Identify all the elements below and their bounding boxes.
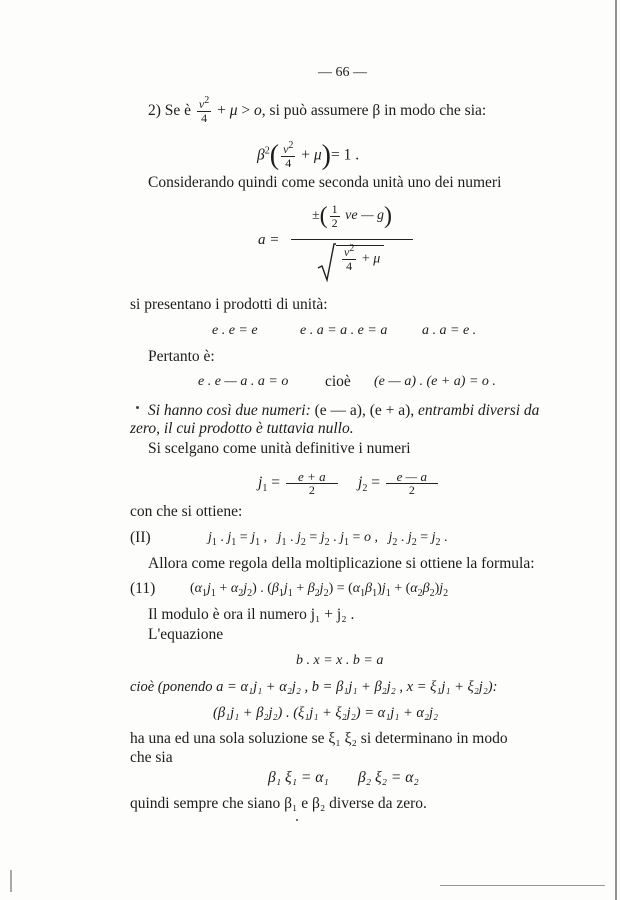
solution-1: β₁ ξ₁ = α₁ — [268, 769, 329, 786]
equation-label-II: (II) — [130, 529, 151, 546]
modulo-line: Il modulo è ora il numero j₁ + j₂ . — [148, 606, 355, 623]
item2-prefix: 2) Se è — [148, 102, 192, 120]
si-hanno-numbers: (e — a), (e + a), — [314, 402, 415, 419]
quindi-line: quindi sempre che siano β₁ e β₂ diverse da zero. — [130, 795, 427, 812]
j1-numerator: e + a — [298, 468, 326, 484]
a-numerator-text: ve — g — [345, 208, 385, 224]
j1-definition: $j_1$ = $\frac{e + a}{2}$ — [258, 466, 340, 500]
fraction-bar — [291, 239, 413, 240]
beta-equation: $\beta^2$( $\frac{\nu^2}{4}$ + μ)= 1 . — [257, 139, 360, 171]
ink-dot — [136, 406, 139, 409]
si-scelgano-line: Si scelgano come unità definitive i numeri — [148, 440, 411, 457]
si-hanno-line — [148, 402, 539, 420]
product-a-a: a . a = e . — [422, 323, 477, 338]
solution-2: β₂ ξ₂ = α₂ — [358, 769, 419, 786]
equation-II: $j_1$ . $j_1 = j_1$ , $j_1$ . $j_2 = j_2$ . $j_1 = o$ , $j_2$ . $j_2 = j_2$ . — [208, 530, 448, 548]
page-bottom-edge — [440, 885, 605, 886]
j2-definition: $j_2$ = $\frac{e — a}{2}$ — [358, 466, 440, 500]
a-label: a = — [258, 232, 280, 248]
considerando-line: Considerando quindi come seconda unità uno dei numeri — [148, 174, 502, 191]
equazione-line: L'equazione — [148, 626, 224, 643]
si-hanno-text: Si hanno così due numeri: — [148, 402, 311, 419]
equation-11: $(\alpha_1j_1 + \alpha_2j_2)$ . $(\beta_1j_1 + \beta_2j_2) = (\alpha_1\beta_1)j_1 + (\alpha_2\beta_2)j_2$ — [190, 581, 449, 599]
a-numerator: ±( $\frac{1}{2}$ ve — g) — [311, 201, 393, 230]
equation-bx: b . x = x . b = a — [296, 653, 384, 668]
page-edge-shadow — [615, 0, 617, 900]
nu-over-4-fraction: $\frac{\nu^2}{4}$ — [198, 95, 210, 125]
product-e-a: e . a = a . e = a — [300, 323, 388, 338]
sqrt-sign-icon — [316, 242, 336, 282]
pertanto-eq2: (e — a) . (e + a) = o . — [374, 374, 496, 389]
con-che-line: con che si ottiene: — [130, 503, 243, 520]
nu-over-4-fraction: $\frac{\nu^2}{4}$ — [283, 139, 294, 170]
j1-denominator: 2 — [286, 483, 338, 497]
si-hanno-tail: entrambi diversi da — [418, 402, 540, 419]
che-sia-line: che sia — [130, 749, 173, 766]
ink-dot — [296, 819, 298, 821]
j2-denominator: 2 — [386, 483, 438, 497]
pertanto-line: Pertanto è: — [148, 348, 215, 365]
cioe-ponendo-line: cioè (ponendo a = α₁j₁ + α₂j₂ , b = β₁j₁ + β₂j₂ , x = ξ₁j₁ + ξ₂j₂): — [130, 679, 498, 695]
a-denominator-sqrt: $\frac{\nu^2}{4}$ + μ — [316, 242, 384, 282]
si-presentano-line: si presentano i prodotti di unità: — [130, 296, 328, 313]
binding-mark — [10, 870, 12, 892]
ha-una-line: ha una ed una sola soluzione se ξ₁ ξ₂ si determinano in modo — [130, 730, 508, 747]
j2-numerator: e — a — [396, 468, 427, 484]
beta-eq-rhs: = 1 . — [331, 146, 360, 164]
zero-line: zero, il cui prodotto è tuttavia nullo. — [130, 420, 354, 437]
product-e-e: e . e = e — [212, 323, 258, 338]
item2-suffix: , si può assumere β in modo che sia: — [261, 102, 487, 120]
pertanto-eq1: e . e — a . a = o — [198, 374, 289, 389]
equation-label-11: (11) — [130, 580, 156, 597]
item2-line: 2) Se è $\frac{\nu^2}{4}$ + μ > o, si può assumere β in modo che sia: — [148, 95, 487, 125]
cioe-word: cioè — [325, 373, 351, 390]
a-definition — [258, 202, 428, 282]
allora-line: Allora come regola della moltiplicazione si ottiene la formula: — [148, 555, 535, 572]
page-number: — 66 — — [318, 65, 367, 80]
equation-product: (β₁j₁ + β₂j₂) . (ξ₁j₁ + ξ₂j₂) = α₁j₁ + α₂j₂ — [213, 705, 439, 721]
